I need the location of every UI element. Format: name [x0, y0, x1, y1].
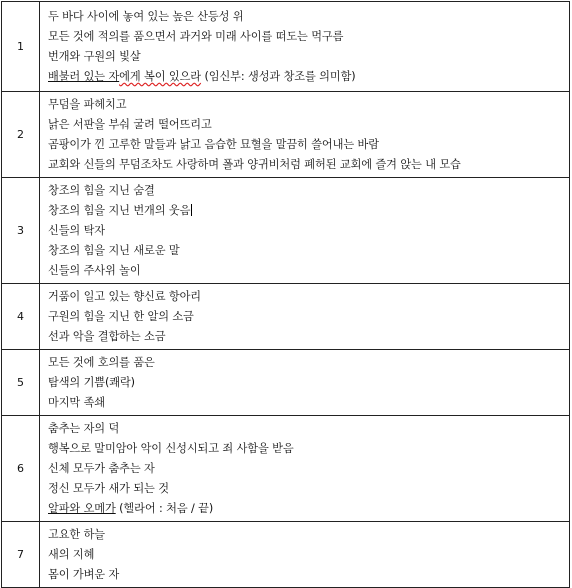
text-line: 모든 것에 호의를 품은: [48, 356, 155, 369]
table-row: [2, 92, 570, 178]
text-line: 고요한 하늘: [48, 528, 105, 541]
row-content: [40, 92, 570, 178]
text-line: 탐색의 기쁨(쾌락): [48, 376, 135, 389]
text-line: 춤추는 자의 덕: [48, 422, 120, 435]
row-content: [40, 416, 570, 522]
text-line: [48, 499, 569, 519]
row-number: 2: [2, 92, 40, 178]
text-line: 선과 악을 결합하는 소금: [48, 330, 166, 343]
content-table: [1, 1, 570, 588]
underlined-text: 알파와 오메가: [48, 502, 116, 515]
text-line: 몸이 가벼운 자: [48, 568, 120, 581]
row-content: [40, 2, 570, 92]
annotation-text: (임신부: 생성과 창조를 의미함): [201, 70, 356, 83]
text-line: 거품이 일고 있는 향신료 항아리: [48, 290, 202, 303]
row-number: 7: [2, 522, 40, 588]
text-line: 곰팡이가 낀 고루한 말들과 낡고 음습한 묘혈을 말끔히 쓸어내는 바람: [48, 138, 379, 151]
text-line: 창조의 힘을 지닌 숨결: [48, 184, 155, 197]
row-number: 3: [2, 178, 40, 284]
text-line: 모든 것에 적의를 품으면서 과거와 미래 사이를 떠도는 먹구름: [48, 30, 344, 43]
row-number: 5: [2, 350, 40, 416]
text-line: 신들의 주사위 놀이: [48, 264, 141, 277]
text-segment: 창조의 힘을 지닌 번개의 웃음: [48, 204, 191, 217]
row-content: [40, 522, 570, 588]
text-line: 구원의 힘을 지닌 한 알의 소금: [48, 310, 194, 323]
table-row: [2, 522, 570, 588]
text-line: 창조의 힘을 지닌 새로운 말: [48, 244, 180, 257]
annotation-text: (헬라어 : 처음 / 끝): [115, 502, 214, 515]
underlined-text: 배불러 있는 자: [48, 70, 120, 83]
text-line: [48, 67, 569, 87]
spellcheck-underlined-text: 에게 복이 있으라: [119, 70, 202, 83]
table-row: [2, 284, 570, 350]
table-row: [2, 178, 570, 284]
table-row: [2, 2, 570, 92]
text-line: 정신 모두가 새가 되는 것: [48, 482, 169, 495]
text-line: 무덤을 파헤치고: [48, 98, 127, 111]
table-row: [2, 350, 570, 416]
row-number: 6: [2, 416, 40, 522]
row-number: 1: [2, 2, 40, 92]
text-line: 번개와 구원의 빛살: [48, 50, 141, 63]
text-line: [48, 201, 569, 221]
text-line: 낡은 서판을 부숴 굴려 떨어뜨리고: [48, 118, 212, 131]
text-line: 신들의 탁자: [48, 224, 105, 237]
text-line: 행복으로 말미암아 악이 신성시되고 죄 사함을 받음: [48, 442, 294, 455]
row-number: 4: [2, 284, 40, 350]
text-line: 새의 지혜: [48, 548, 95, 561]
text-line: 신체 모두가 춤추는 자: [48, 462, 155, 475]
text-cursor: [191, 204, 192, 216]
row-content: [40, 284, 570, 350]
row-content: [40, 178, 570, 284]
text-line: 교회와 신들의 무덤조차도 사랑하며 폴과 양귀비처럼 폐허된 교회에 즐겨 앉는 내 모습: [48, 158, 461, 171]
table-row: [2, 416, 570, 522]
text-line: 두 바다 사이에 놓여 있는 높은 산등성 위: [48, 10, 244, 23]
text-line: 마지막 족쇄: [48, 396, 105, 409]
row-content: [40, 350, 570, 416]
